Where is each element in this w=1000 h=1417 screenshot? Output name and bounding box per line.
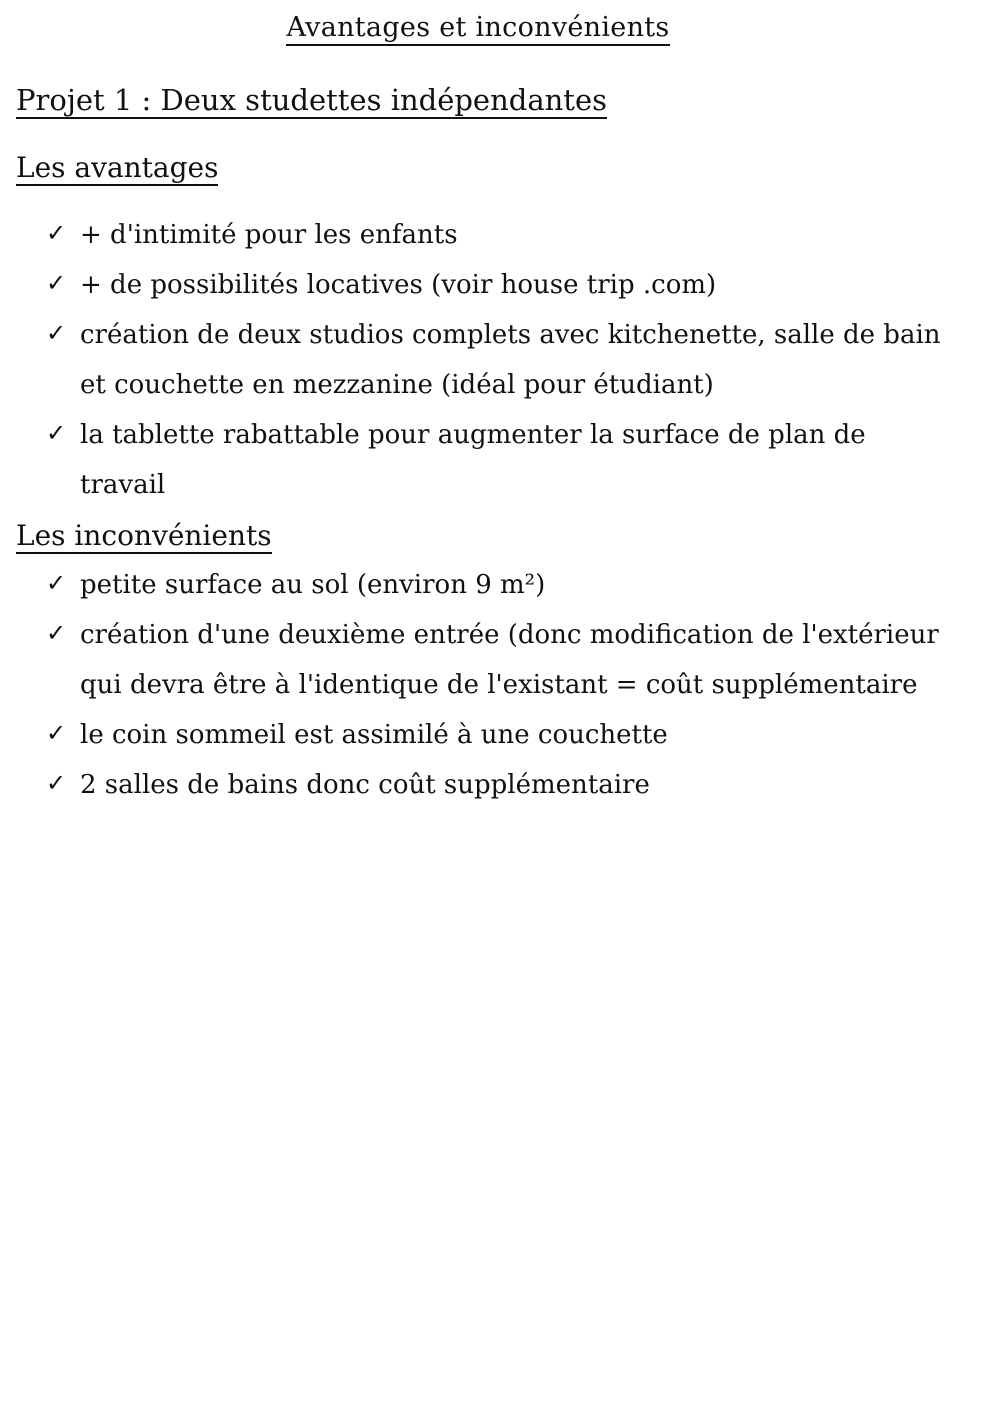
list-item	[46, 310, 946, 410]
checkmark-icon: ✓	[46, 219, 67, 247]
list-item-text: 2 salles de bains donc coût supplémentaire	[80, 770, 650, 800]
list-item	[46, 210, 946, 260]
list-item-text: création de deux studios complets avec kitchenette, salle de bain et couchette en mezzanine (idéal pour étudiant)	[80, 320, 941, 400]
disadvantages-heading	[16, 516, 272, 556]
disadvantages-list	[46, 560, 946, 810]
checkmark-icon: ✓	[46, 269, 67, 297]
list-item-text: création d'une deuxième entrée (donc modification de l'extérieur qui devra être à l'identique de l'existant = coût supplémentaire	[80, 620, 939, 700]
advantages-heading	[16, 148, 218, 188]
list-item-text: le coin sommeil est assimilé à une couchette	[80, 720, 668, 750]
project-title-text: Projet 1 : Deux studettes indépendantes	[16, 83, 608, 117]
document-title	[0, 12, 956, 43]
list-item	[46, 260, 946, 310]
checkmark-icon: ✓	[46, 619, 67, 647]
checkmark-icon: ✓	[46, 319, 67, 347]
checkmark-icon: ✓	[46, 569, 67, 597]
checkmark-icon: ✓	[46, 419, 67, 447]
list-item	[46, 610, 946, 710]
project-title	[16, 80, 607, 120]
disadvantages-heading-text: Les inconvénients	[16, 519, 272, 552]
list-item	[46, 410, 946, 510]
checkmark-icon: ✓	[46, 719, 67, 747]
document-title-text: Avantages et inconvénients	[286, 12, 669, 46]
list-item	[46, 560, 946, 610]
advantages-list	[46, 210, 946, 510]
list-item-text: + d'intimité pour les enfants	[80, 220, 458, 250]
list-item	[46, 710, 946, 760]
checkmark-icon: ✓	[46, 769, 67, 797]
list-item-text: petite surface au sol (environ 9 m²)	[80, 570, 546, 600]
advantages-heading-text: Les avantages	[16, 151, 219, 184]
list-item-text: + de possibilités locatives (voir house trip .com)	[80, 270, 717, 300]
list-item	[46, 760, 946, 810]
list-item-text: la tablette rabattable pour augmenter la surface de plan de travail	[80, 420, 866, 500]
